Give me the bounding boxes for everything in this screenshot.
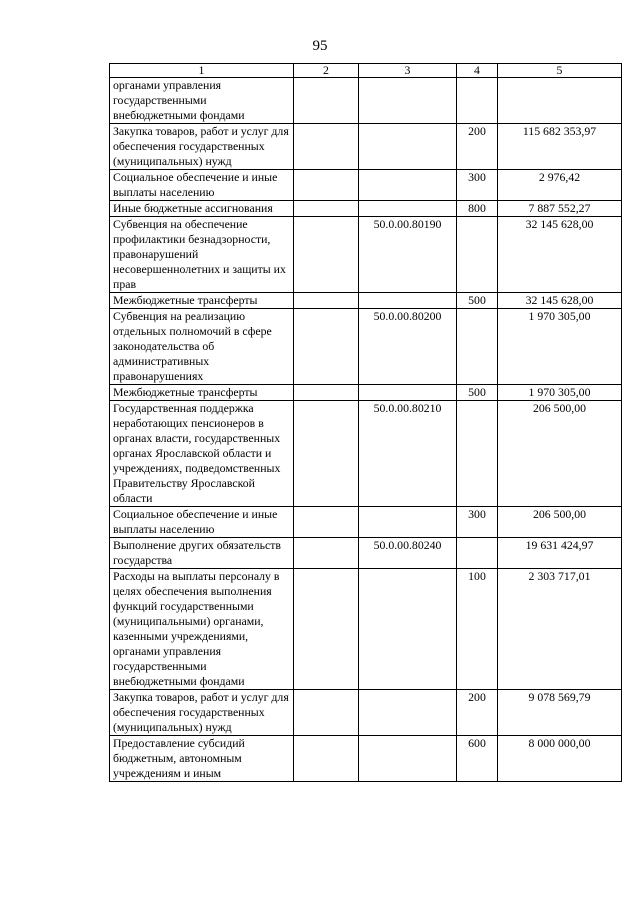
row-amount: 8 000 000,00 (498, 736, 622, 782)
row-col2 (294, 170, 359, 201)
row-amount: 115 682 353,97 (498, 124, 622, 170)
row-code (359, 690, 457, 736)
row-code (359, 170, 457, 201)
row-code (359, 201, 457, 217)
row-type: 500 (457, 385, 498, 401)
row-code (359, 569, 457, 690)
row-code: 50.0.00.80200 (359, 309, 457, 385)
table-row (110, 78, 622, 124)
row-type (457, 309, 498, 385)
row-name: органами управления государственными внебюджетными фондами (110, 78, 294, 124)
row-amount: 206 500,00 (498, 507, 622, 538)
table-row (110, 217, 622, 293)
row-code: 50.0.00.80240 (359, 538, 457, 569)
row-col2 (294, 309, 359, 385)
row-code (359, 736, 457, 782)
row-type: 500 (457, 293, 498, 309)
row-amount: 1 970 305,00 (498, 309, 622, 385)
row-amount: 32 145 628,00 (498, 293, 622, 309)
row-code (359, 507, 457, 538)
table-row (110, 385, 622, 401)
row-name: Закупка товаров, работ и услуг для обеспечения государственных (муниципальных) нужд (110, 690, 294, 736)
row-col2 (294, 124, 359, 170)
row-col2 (294, 201, 359, 217)
row-name: Предоставление субсидий бюджетным, автономным учреждениям и иным (110, 736, 294, 782)
row-name: Субвенция на обеспечение профилактики безнадзорности, правонарушений несовершеннолетних и защиты их прав (110, 217, 294, 293)
row-type: 200 (457, 690, 498, 736)
row-name: Иные бюджетные ассигнования (110, 201, 294, 217)
row-col2 (294, 507, 359, 538)
table-row (110, 538, 622, 569)
row-type (457, 217, 498, 293)
row-name: Субвенция на реализацию отдельных полномочий в сфере законодательства об административных правонарушениях (110, 309, 294, 385)
table-row (110, 569, 622, 690)
row-type: 300 (457, 170, 498, 201)
row-type (457, 78, 498, 124)
row-type (457, 401, 498, 507)
row-col2 (294, 78, 359, 124)
row-amount (498, 78, 622, 124)
table-row (110, 170, 622, 201)
row-type (457, 538, 498, 569)
row-col2 (294, 538, 359, 569)
row-code (359, 385, 457, 401)
row-name: Выполнение других обязательств государства (110, 538, 294, 569)
column-header-1: 1 (110, 64, 294, 78)
row-code (359, 78, 457, 124)
table-row (110, 124, 622, 170)
row-col2 (294, 217, 359, 293)
table-row (110, 736, 622, 782)
row-col2 (294, 690, 359, 736)
row-amount: 1 970 305,00 (498, 385, 622, 401)
row-name: Межбюджетные трансферты (110, 385, 294, 401)
column-header-4: 4 (457, 64, 498, 78)
column-header-5: 5 (498, 64, 622, 78)
row-type: 800 (457, 201, 498, 217)
row-col2 (294, 293, 359, 309)
table-row (110, 201, 622, 217)
page-number: 95 (312, 38, 328, 54)
row-amount: 2 303 717,01 (498, 569, 622, 690)
row-amount: 9 078 569,79 (498, 690, 622, 736)
row-amount: 2 976,42 (498, 170, 622, 201)
row-name: Межбюджетные трансферты (110, 293, 294, 309)
row-code: 50.0.00.80210 (359, 401, 457, 507)
row-name: Социальное обеспечение и иные выплаты населению (110, 507, 294, 538)
row-amount: 7 887 552,27 (498, 201, 622, 217)
row-type: 200 (457, 124, 498, 170)
row-type: 100 (457, 569, 498, 690)
row-amount: 32 145 628,00 (498, 217, 622, 293)
table-row (110, 293, 622, 309)
table-row (110, 401, 622, 507)
table-row (110, 309, 622, 385)
row-code: 50.0.00.80190 (359, 217, 457, 293)
row-type: 600 (457, 736, 498, 782)
row-col2 (294, 401, 359, 507)
row-col2 (294, 736, 359, 782)
table-row (110, 507, 622, 538)
table-header-row (110, 64, 622, 78)
row-name: Государственная поддержка неработающих пенсионеров в органах власти, государственных органах Ярославской области и учреждениях, подведомственных Правительству Ярославской области (110, 401, 294, 507)
row-code (359, 124, 457, 170)
row-code (359, 293, 457, 309)
row-amount: 19 631 424,97 (498, 538, 622, 569)
row-name: Закупка товаров, работ и услуг для обеспечения государственных (муниципальных) нужд (110, 124, 294, 170)
row-name: Расходы на выплаты персоналу в целях обеспечения выполнения функций государственными (муниципальными) органами, казенными учреждениями, органами управления государственными внебюджетными фондами (110, 569, 294, 690)
budget-table (109, 63, 622, 782)
table-row (110, 690, 622, 736)
row-amount: 206 500,00 (498, 401, 622, 507)
row-col2 (294, 385, 359, 401)
column-header-2: 2 (294, 64, 359, 78)
column-header-3: 3 (359, 64, 457, 78)
row-col2 (294, 569, 359, 690)
row-type: 300 (457, 507, 498, 538)
row-name: Социальное обеспечение и иные выплаты населению (110, 170, 294, 201)
